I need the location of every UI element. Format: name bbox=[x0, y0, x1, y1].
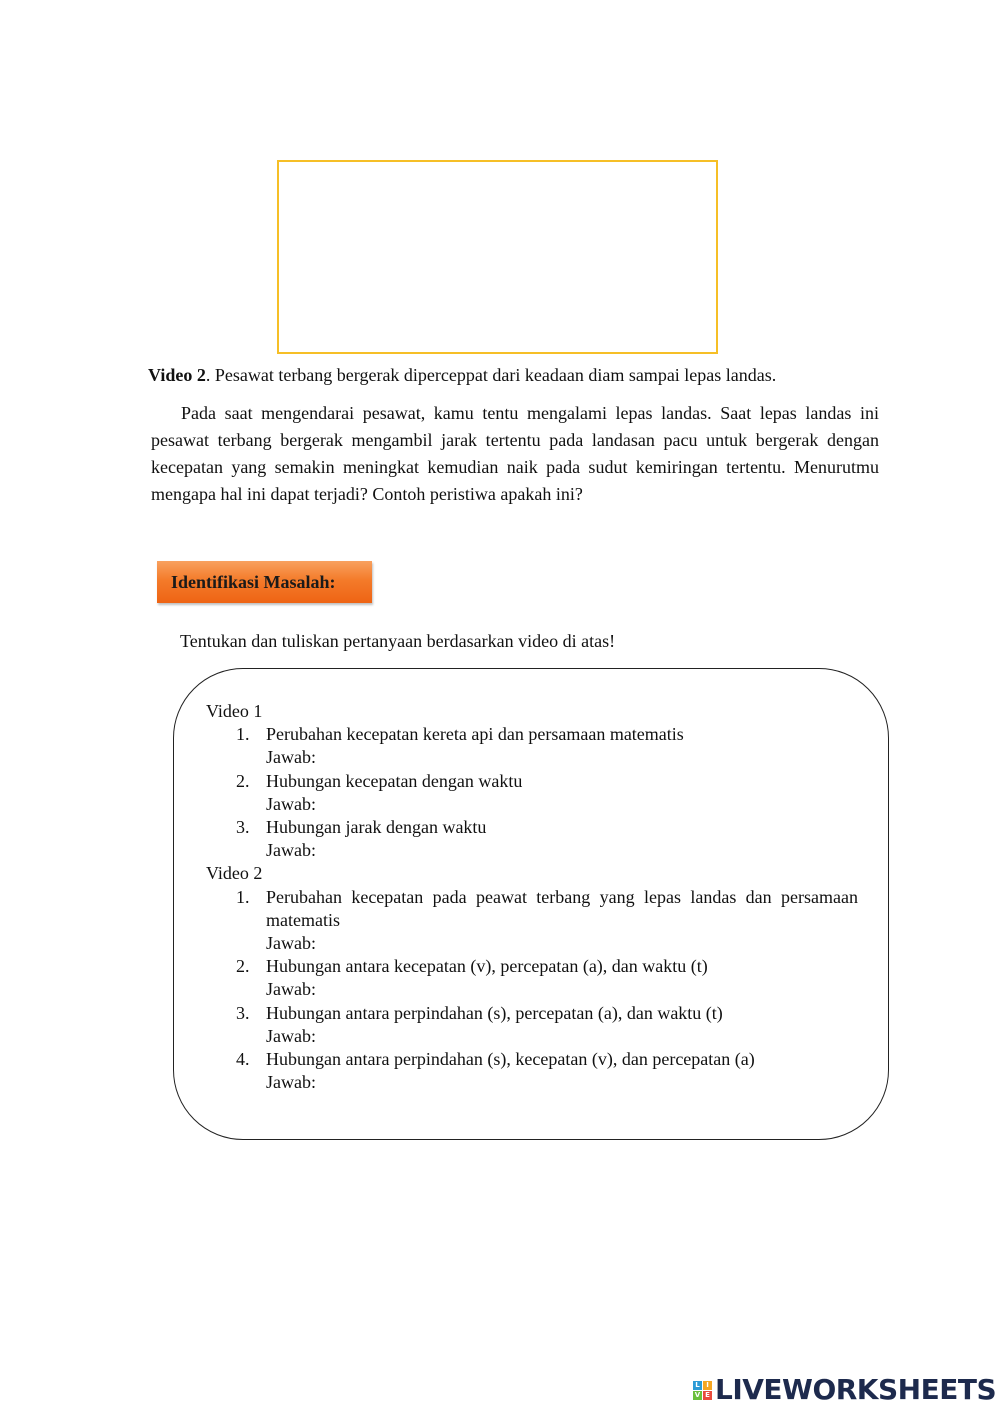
list-item bbox=[206, 886, 858, 956]
instruction-text: Tentukan dan tuliskan pertanyaan berdasarkan video di atas! bbox=[180, 631, 616, 651]
logo-text: LIVEWORKSHEETS bbox=[715, 1373, 997, 1406]
item-number: 1. bbox=[236, 724, 250, 745]
answer-field[interactable]: Jawab: bbox=[266, 933, 316, 954]
question-list bbox=[206, 700, 858, 1094]
list-item bbox=[206, 723, 858, 769]
question-group-video-1 bbox=[206, 700, 858, 862]
item-number: 3. bbox=[236, 817, 250, 838]
video-placeholder[interactable] bbox=[277, 160, 718, 354]
item-number: 1. bbox=[236, 886, 250, 907]
answer-field[interactable]: Jawab: bbox=[266, 979, 316, 1000]
item-number: 2. bbox=[236, 956, 250, 977]
question-text: Perubahan kecepatan pada peawat terbang yang lepas landas dan persamaan matematis bbox=[266, 886, 858, 930]
item-number: 4. bbox=[236, 1049, 250, 1070]
list-item bbox=[206, 816, 858, 862]
answer-field[interactable]: Jawab: bbox=[266, 747, 316, 768]
group-title: Video 2 bbox=[206, 863, 263, 884]
answer-field[interactable]: Jawab: bbox=[266, 1025, 316, 1046]
list-item bbox=[206, 770, 858, 816]
video-caption bbox=[148, 363, 908, 387]
list-item bbox=[206, 1002, 858, 1048]
logo-mark-letter: V bbox=[694, 1390, 701, 1399]
video-caption-label: Video 2 bbox=[148, 365, 206, 385]
item-number: 3. bbox=[236, 1002, 250, 1023]
answer-field[interactable]: Jawab: bbox=[266, 1072, 316, 1093]
list-item bbox=[206, 1048, 858, 1094]
logo-mark-icon bbox=[693, 1381, 712, 1400]
liveworksheets-logo bbox=[693, 1374, 996, 1406]
video-caption-text: . Pesawat terbang bergerak diperceppat dari keadaan diam sampai lepas landas. bbox=[205, 365, 777, 385]
question-group-video-2 bbox=[206, 862, 858, 1094]
question-text: Perubahan kecepatan kereta api dan persamaan matematis bbox=[266, 724, 684, 745]
item-number: 2. bbox=[236, 770, 250, 791]
answer-field[interactable]: Jawab: bbox=[266, 793, 316, 814]
question-text: Hubungan kecepatan dengan waktu bbox=[266, 770, 523, 791]
question-text: Hubungan jarak dengan waktu bbox=[266, 817, 487, 838]
logo-mark-letter: I bbox=[703, 1381, 712, 1390]
section-badge: Identifikasi Masalah: bbox=[157, 561, 372, 603]
question-text: Hubungan antara perpindahan (s), percepatan (a), dan waktu (t) bbox=[266, 1002, 723, 1023]
logo-mark-letter: L bbox=[693, 1381, 702, 1390]
question-text: Hubungan antara perpindahan (s), kecepatan (v), dan percepatan (a) bbox=[266, 1049, 755, 1070]
group-title: Video 1 bbox=[206, 701, 263, 721]
list-item bbox=[206, 955, 858, 1001]
question-text: Hubungan antara kecepatan (v), percepatan (a), dan waktu (t) bbox=[266, 956, 708, 977]
answer-field[interactable]: Jawab: bbox=[266, 840, 316, 861]
intro-paragraph: Pada saat mengendarai pesawat, kamu tentu mengalami lepas landas. Saat lepas landas ini pesawat terbang bergerak mengambil jarak tertentu pada landasan pacu untuk bergerak dengan kecepatan yang semakin meningkat kemudian naik pada sudut kemiringan tertentu. Menurutmu mengapa hal ini dapat terjadi? Contoh peristiwa apakah ini? bbox=[151, 403, 879, 504]
logo-mark-letter: E bbox=[703, 1391, 712, 1400]
